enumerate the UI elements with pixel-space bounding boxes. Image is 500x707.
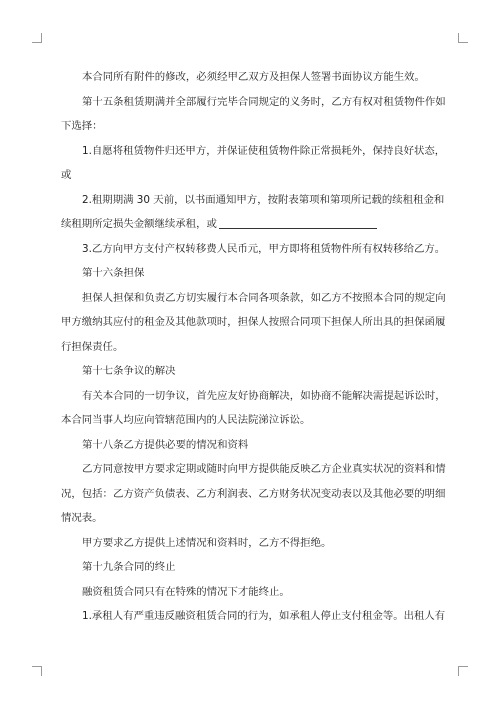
list-item-line: 1.自愿将租赁物件归还甲方，并保证使租赁物件除正常损耗外，保持良好状态， [82,144,446,157]
paragraph-line: 乙方同意按甲方要求定期或随时向甲方提供能反映乙方企业真实状况的资料和情 [82,463,446,475]
paragraph-line: 情况表。 [61,512,103,524]
list-item-line: 1.承租人有严重违反融资租赁合同的行为，如承租人停止支付租金等。出租人有 [82,610,446,622]
section-heading-line: 第十五条租赁期满并全部履行完毕合同规定的义务时，乙方有权对租赁物件作如 [82,95,446,108]
paragraph-line: 行担保责任。 [61,340,124,353]
section-heading: 第十八条乙方提供必要的情况和资料 [82,438,249,451]
crop-mark-bottom-left [32,666,42,676]
section-heading: 第十七条争议的解决 [82,365,176,377]
crop-mark-top-left [32,33,42,43]
fill-in-blank [219,227,377,229]
list-item-line: 3.乙方向甲方支付产权转移费人民币元，甲方即将租赁物件所有权转移给乙方。 [82,242,446,255]
paragraph-line: 本合同所有附件的修改，必须经甲乙双方及担保人签署书面协议方能生效。 [82,71,425,83]
section-heading: 第十六条担保 [82,267,145,279]
paragraph-line: 本合同当事人均应向管辖范围内的人民法院涕泣诉讼。 [61,414,311,426]
crop-mark-top-right [458,33,468,43]
paragraph-line: 融资租赁合同只有在特殊的情况下才能终止。 [82,585,290,598]
paragraph-line: 担保人担保和负责乙方切实履行本合同各项条款，如乙方不按照本合同的规定向 [82,291,446,304]
section-heading: 第十九条合同的终止 [82,561,176,573]
list-item-line: 2.租期期满 30 天前，以书面通知甲方，按附表第项和第项所记载的续租租金和 [82,193,445,206]
paragraph-line: 有关本合同的一切争议，首先应友好协商解决，如协商不能解决需提起诉讼时， [82,389,446,402]
paragraph-line: 况，包括：乙方资产负债表、乙方利润表、乙方财务状况变动表以及其他必要的明细 [61,487,446,500]
crop-mark-bottom-right [458,666,468,676]
paragraph-line: 甲方要求乙方提供上述情况和资料时，乙方不得拒绝。 [82,536,332,549]
paragraph-line: 下选择： [61,120,103,132]
document-body [61,65,446,629]
paragraph-line: 或 [61,169,72,181]
paragraph-text: 续租期所定损失金额继续承租，或 [61,218,217,230]
paragraph-line-with-blank [61,212,441,237]
paragraph-line: 甲方缴纳其应付的租金及其他款项时，担保人按照合同项下担保人所出具的担保函履 [61,316,446,328]
